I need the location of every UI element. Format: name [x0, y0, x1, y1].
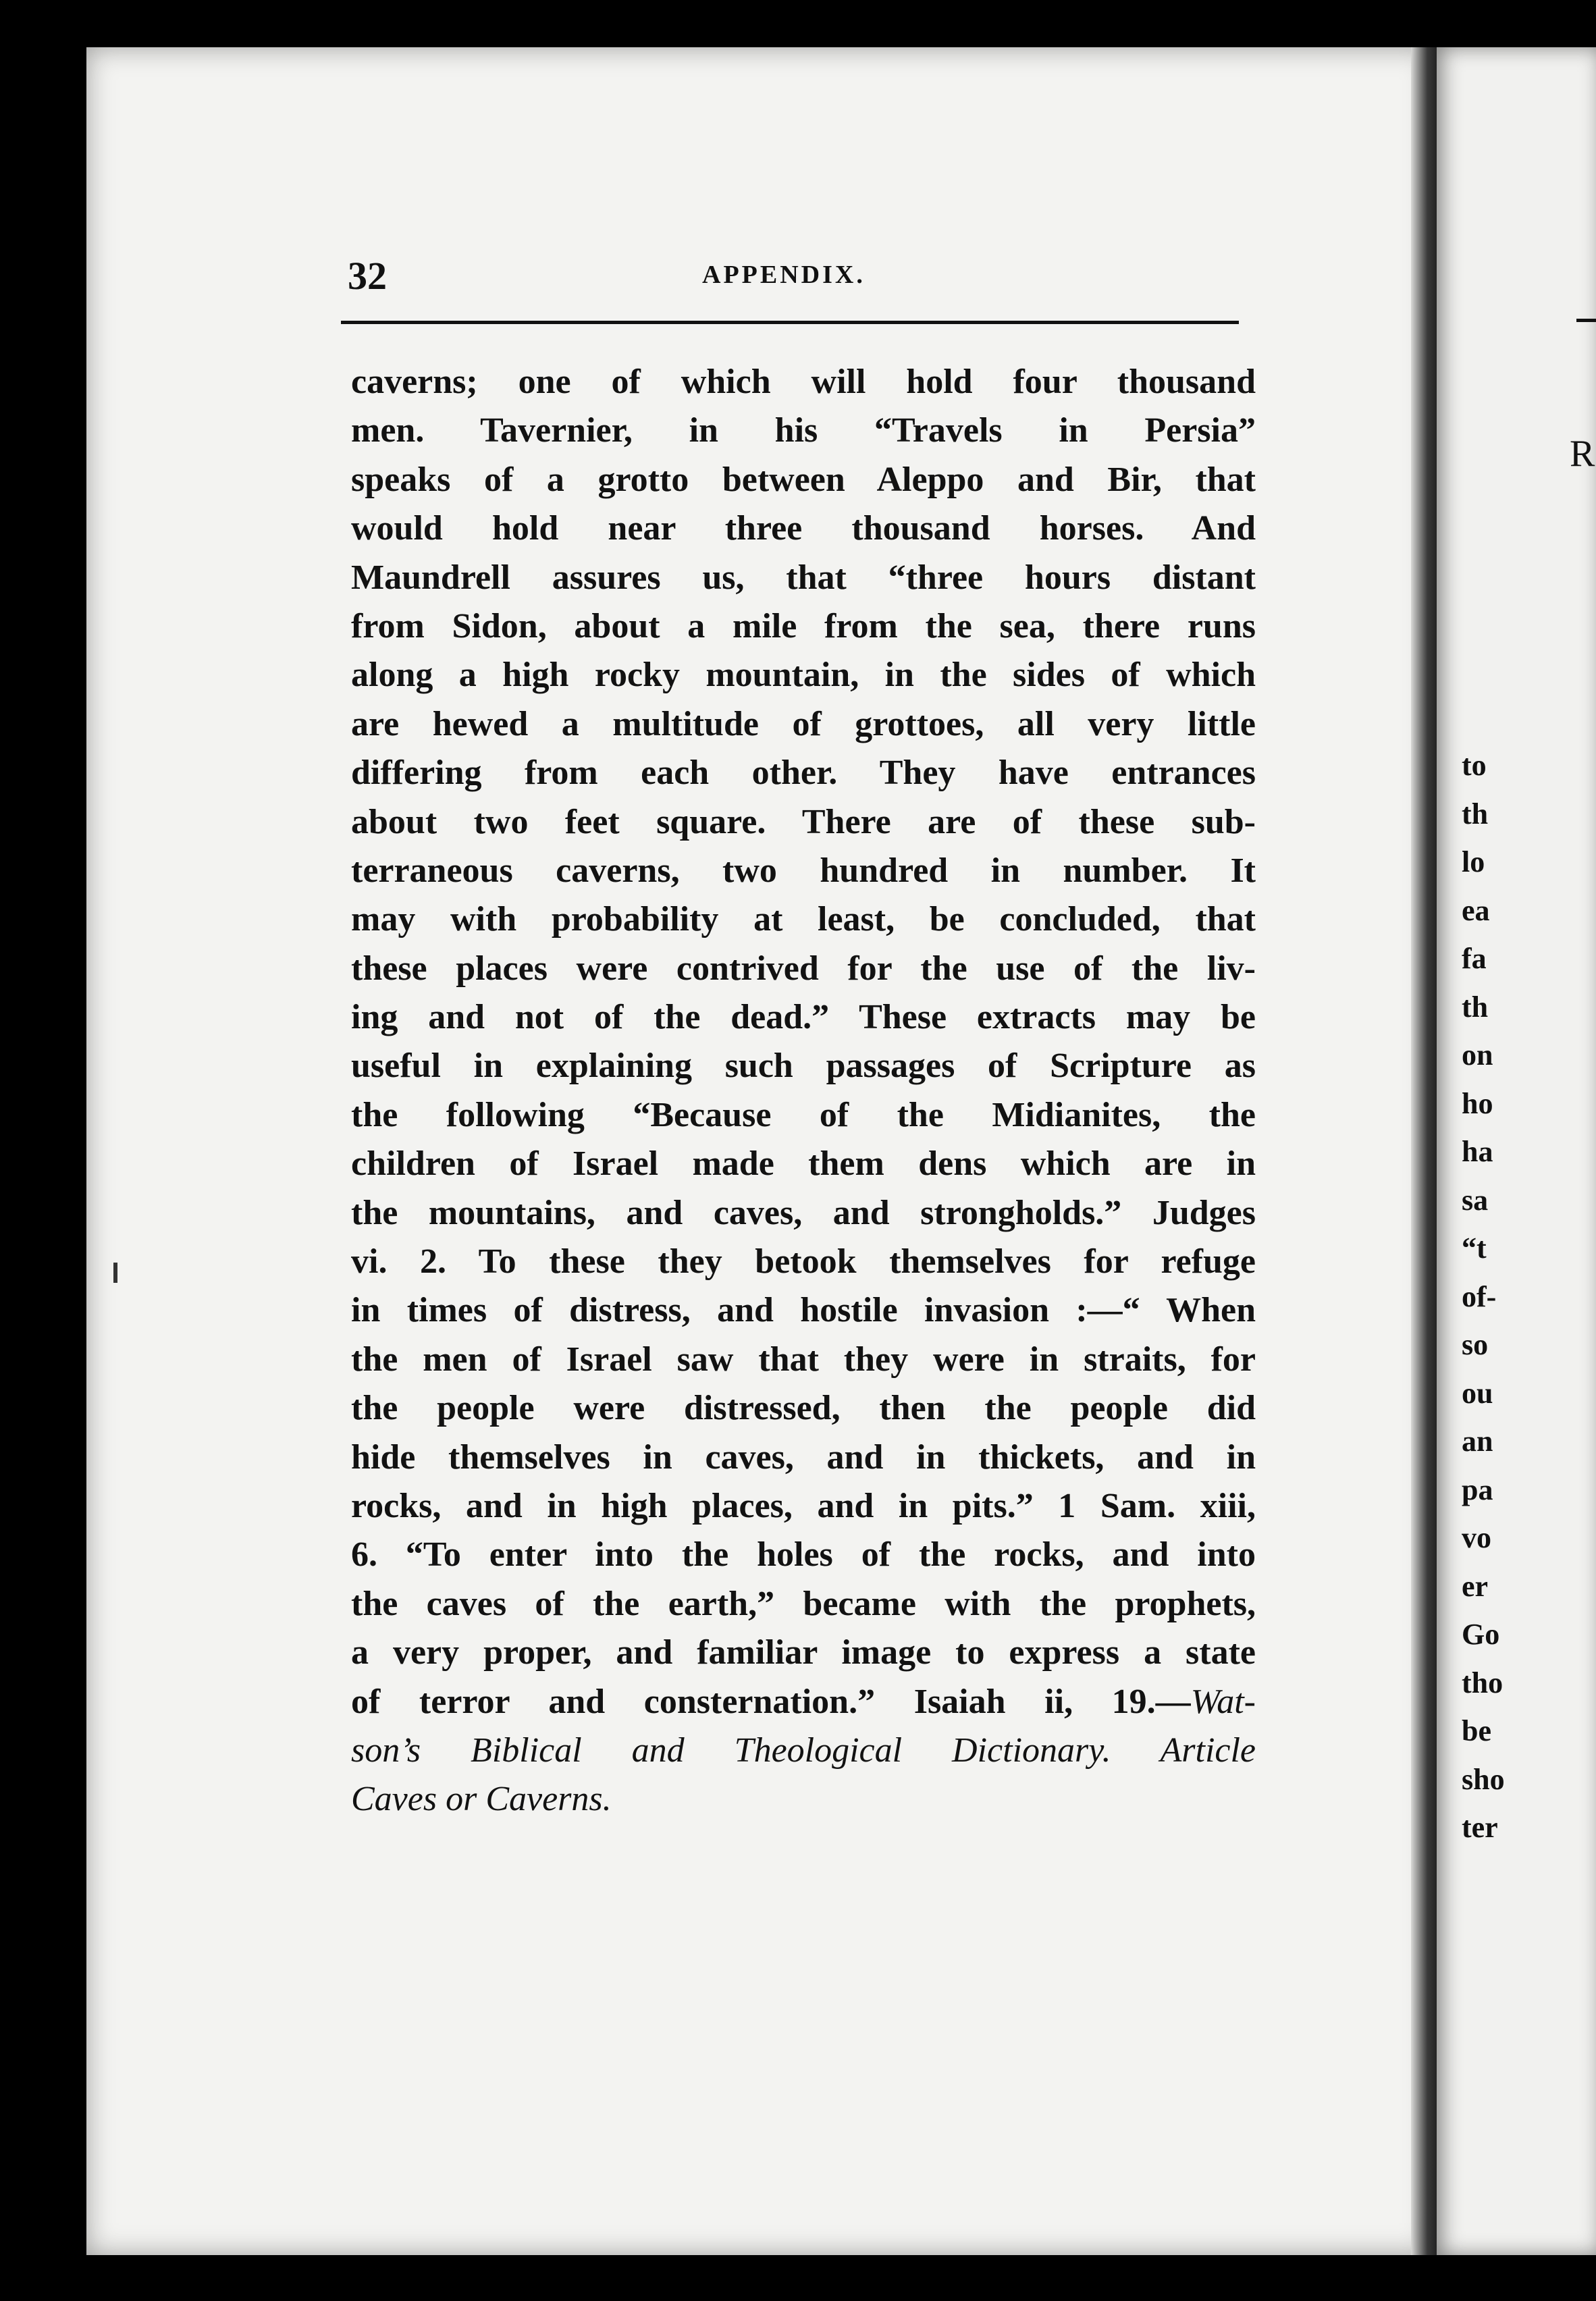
text-line: these places were contrived for the use of the liv- [351, 949, 1256, 988]
text-line: a very proper, and familiar image to express a state [351, 1633, 1256, 1672]
facing-page-fragment: Go [1462, 1618, 1500, 1651]
facing-page-fragment: on [1462, 1038, 1493, 1072]
text-line: about two feet square. There are of these sub- [351, 802, 1256, 841]
text-line: the mountains, and caves, and strongholds.” Judges [351, 1193, 1256, 1232]
text-line: caverns; one of which will hold four thousand [351, 363, 1256, 401]
facing-page-heading: R [1570, 433, 1595, 475]
facing-page-fragment: er [1462, 1569, 1489, 1603]
facing-page-fragment: th [1462, 797, 1489, 830]
text-line: from Sidon, about a mile from the sea, there runs [351, 606, 1256, 645]
text-line-with-italic [351, 1678, 1256, 1726]
text-line: the men of Israel saw that they were in straits, for [351, 1340, 1256, 1379]
facing-page-fragment: sa [1462, 1183, 1489, 1217]
facing-page-fragment: to [1462, 749, 1487, 782]
text-line-roman: of terror and consternation.” Isaiah ii, 19.— [351, 1682, 1191, 1721]
text-line: may with probability at least, be concluded, that [351, 900, 1256, 939]
text-line: in times of distress, and hostile invasion :—“ When [351, 1291, 1256, 1330]
text-line: rocks, and in high places, and in pits.” 1 Sam. xiii, [351, 1486, 1256, 1525]
facing-page-fragment: tho [1462, 1666, 1504, 1699]
facing-page-rule [1576, 319, 1596, 322]
text-line: would hold near three thousand horses. And [351, 509, 1256, 548]
margin-mark [113, 1263, 117, 1283]
citation-text: son’s Biblical and Theological Dictionary. Article [351, 1730, 1256, 1770]
facing-page-fragment: be [1462, 1714, 1491, 1747]
facing-page-fragment: “t [1462, 1232, 1487, 1265]
facing-page-fragment: ea [1462, 893, 1490, 927]
facing-page-fragment: ha [1462, 1135, 1493, 1168]
facing-page-fragment: ter [1462, 1811, 1498, 1844]
running-head: APPENDIX. [702, 261, 866, 289]
header-rule [341, 321, 1239, 324]
facing-page-fragment: ho [1462, 1086, 1493, 1120]
facing-page-fragment: so [1462, 1328, 1489, 1361]
facing-page-fragment: an [1462, 1425, 1493, 1458]
text-line: the caves of the earth,” became with the prophets, [351, 1584, 1256, 1623]
text-line-italic: Caves or Caverns. [351, 1780, 612, 1819]
text-line: differing from each other. They have entrances [351, 753, 1256, 793]
facing-page-fragment: fa [1462, 942, 1487, 975]
facing-page-fragment: vo [1462, 1521, 1491, 1554]
right-page [1437, 47, 1596, 2255]
facing-page-fragment: of- [1462, 1279, 1497, 1313]
body-text [351, 358, 1256, 1824]
text-line: the following “Because of the Midianites, the [351, 1095, 1256, 1134]
text-line-italic: Wat- [1190, 1682, 1256, 1721]
text-line: are hewed a multitude of grottoes, all very little [351, 704, 1256, 743]
facing-page-fragment: ou [1462, 1376, 1493, 1410]
facing-page-fragment: lo [1462, 845, 1485, 878]
facing-page-fragment: th [1462, 990, 1489, 1024]
text-line: men. Tavernier, in his “Travels in Persia” [351, 411, 1256, 450]
text-line: speaks of a grotto between Aleppo and Bir, that [351, 460, 1256, 499]
text-line: Maundrell assures us, that “three hours distant [351, 558, 1256, 597]
text-line: useful in explaining such passages of Scripture as [351, 1047, 1256, 1086]
text-line: vi. 2. To these they betook themselves for refuge [351, 1242, 1256, 1281]
text-line: children of Israel made them dens which are in [351, 1144, 1256, 1184]
text-line: the people were distressed, then the people did [351, 1389, 1256, 1428]
text-line-italic [351, 1726, 1256, 1775]
text-line: ing and not of the dead.” These extracts may be [351, 998, 1256, 1037]
page-number: 32 [348, 254, 387, 298]
text-line: terraneous caverns, two hundred in number. It [351, 851, 1256, 890]
text-line: along a high rocky mountain, in the sides of which [351, 656, 1256, 695]
text-line: hide themselves in caves, and in thickets, and in [351, 1437, 1256, 1477]
facing-page-fragment: pa [1462, 1473, 1493, 1506]
text-line: 6. “To enter into the holes of the rocks, and into [351, 1535, 1256, 1575]
facing-page-fragment: sho [1462, 1762, 1505, 1796]
